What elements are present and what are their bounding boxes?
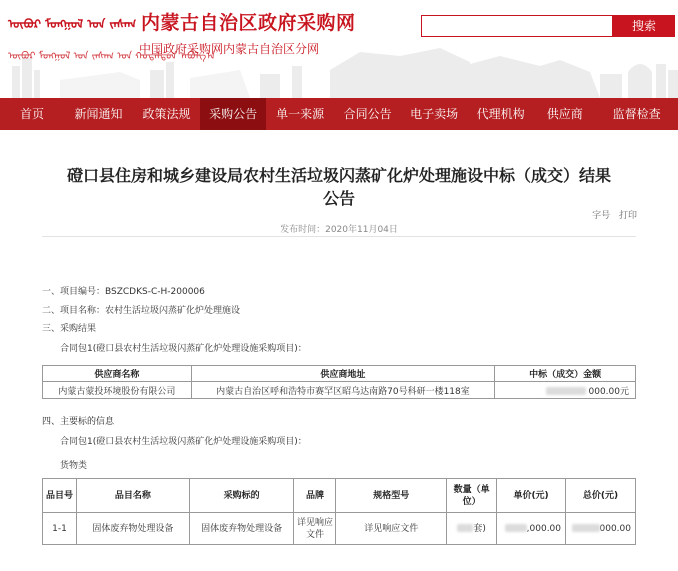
nav-home[interactable]: 首页 (20, 107, 45, 121)
site-subtitle: 中国政府采购网内蒙古自治区分网 (139, 42, 320, 56)
result-heading: 三、采购结果 (42, 324, 97, 334)
goods-category: 货物类 (60, 461, 88, 471)
project-number: 一、项目编号：BSZCDKS-C-H-200006 (42, 287, 205, 297)
award-amount-value: 000.00元 (588, 386, 629, 397)
search-input[interactable] (421, 15, 613, 37)
nav-news[interactable]: 新闻通知 (74, 107, 123, 121)
nav-procurement-notice[interactable]: 采购公告 (200, 98, 266, 130)
item-name-cell: 固体废弃物处理设备 (76, 513, 189, 545)
brand-header: 品牌 (294, 479, 336, 513)
table-row (43, 382, 636, 399)
article-tools (586, 208, 637, 221)
search-button[interactable]: 搜索 (613, 15, 675, 37)
contract-package-label-2: 合同包1(磴口县农村生活垃圾闪蒸矿化炉处理设施采购项目)： (60, 437, 307, 447)
goods-table (42, 478, 636, 545)
spec-model-header: 规格型号 (336, 479, 447, 513)
total-price-value: 000.00 (599, 523, 631, 534)
supplier-address-cell: 内蒙古自治区呼和浩特市赛罕区昭乌达南路70号科研一楼118室 (191, 382, 494, 399)
nav-policy[interactable]: 政策法规 (142, 107, 191, 121)
unit-price-cell (497, 513, 566, 545)
publish-time: 发布时间：2020年11月04日 (280, 225, 398, 235)
print-button[interactable]: 打印 (618, 211, 637, 221)
project-name: 二、项目名称：农村生活垃圾闪蒸矿化炉处理施设 (42, 306, 241, 316)
spec-model-cell: 详见响应文件 (336, 513, 447, 545)
redacted-quantity (457, 524, 473, 532)
font-size-button[interactable]: 字号 (592, 211, 611, 221)
divider (42, 236, 636, 237)
main-nav (0, 98, 678, 130)
procurement-target-header: 采购标的 (189, 479, 294, 513)
main-info-heading: 四、主要标的信息 (42, 417, 115, 427)
redacted-total-price (572, 524, 600, 532)
quantity-cell (447, 513, 497, 545)
unit-price-header: 单价(元) (497, 479, 566, 513)
nav-contract-notice[interactable]: 合同公告 (343, 107, 392, 121)
item-name-header: 品目名称 (76, 479, 189, 513)
mongolian-subtitle: ᠥᠪᠥᠷ ᠮᠣᠩᠭᠣᠯ ᠤᠨ ᠵᠠᠰᠠᠭ ᠤᠨ ᠬᠤᠳᠠᠯᠳᠤᠨ ᠠᠪᠤᠯᠭ᠎ᠠ (8, 51, 216, 62)
redacted-amount (546, 387, 586, 395)
award-amount-header: 中标（成交）金额 (495, 366, 636, 382)
unit-price-value: ,000.00 (526, 523, 562, 534)
award-amount-cell (495, 382, 636, 399)
total-price-header: 总价(元) (566, 479, 636, 513)
supplier-name-cell: 内蒙古蒙投环境股份有限公司 (43, 382, 192, 399)
nav-agencies[interactable]: 代理机构 (476, 107, 525, 121)
quantity-header: 数量（单位） (447, 479, 497, 513)
item-no-cell: 1-1 (43, 513, 77, 545)
nav-single-source[interactable]: 单一来源 (276, 107, 325, 121)
quantity-value: 套) (473, 523, 486, 534)
mongolian-title: ᠥᠪᠥᠷ ᠮᠣᠩᠭᠣᠯ ᠤᠨ ᠵᠠᠰᠠᠭ (8, 17, 137, 31)
total-price-cell (566, 513, 636, 545)
brand-cell: 详见响应文件 (294, 513, 336, 545)
supplier-address-header: 供应商地址 (191, 366, 494, 382)
nav-e-market[interactable]: 电子卖场 (410, 107, 459, 121)
supplier-table (42, 365, 636, 399)
nav-supervision[interactable]: 监督检查 (612, 107, 661, 121)
procurement-target-cell: 固体废弃物处理设备 (189, 513, 294, 545)
page-title: 磴口县住房和城乡建设局农村生活垃圾闪蒸矿化炉处理施设中标（成交）结果公告 (66, 166, 611, 208)
item-no-header: 品目号 (43, 479, 77, 513)
redacted-unit-price (505, 524, 527, 532)
contract-package-label: 合同包1(磴口县农村生活垃圾闪蒸矿化炉处理设施采购项目)： (60, 344, 307, 354)
nav-suppliers[interactable]: 供应商 (546, 107, 583, 121)
supplier-name-header: 供应商名称 (43, 366, 192, 382)
site-title[interactable]: 内蒙古自治区政府采购网 (141, 12, 356, 34)
table-row (43, 513, 636, 545)
site-header (0, 0, 678, 98)
